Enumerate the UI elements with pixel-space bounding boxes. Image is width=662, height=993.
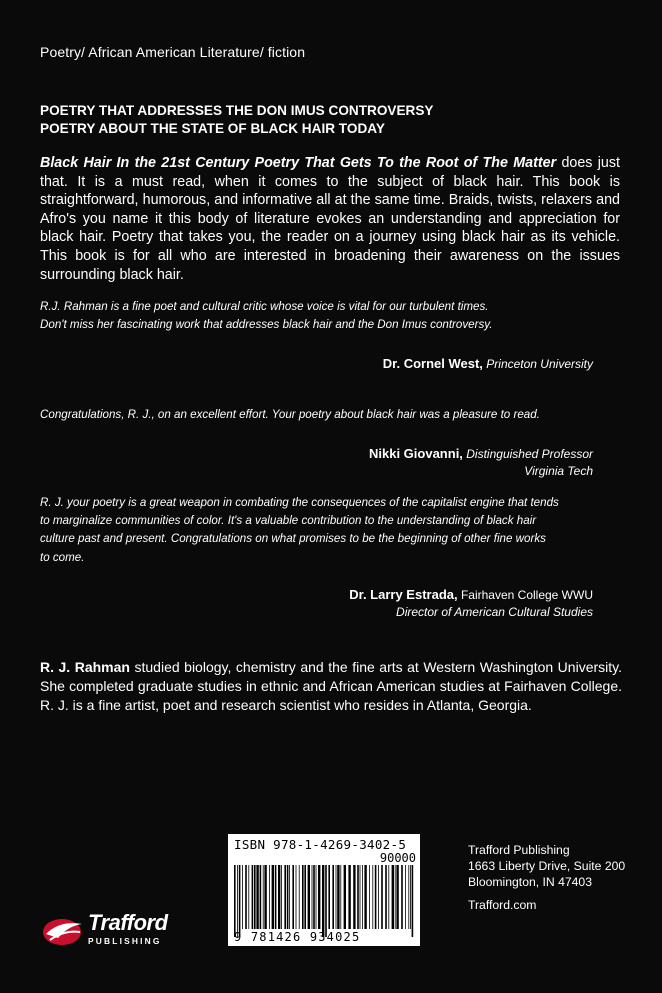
endorsement-attribution-1: [383, 355, 593, 373]
quote-line: R. J. your poetry is a great weapon in combating the consequences of the capitalist engine that tends: [40, 496, 559, 509]
barcode-bar: [302, 865, 304, 929]
barcode-bar: [401, 865, 403, 929]
isbn-barcode: [228, 834, 420, 946]
barcode-bar: [353, 865, 355, 929]
isbn-label: ISBN 978-1-4269-3402-5: [234, 837, 407, 852]
logo-wordmark: Trafford: [88, 910, 168, 935]
publisher-city: Bloomington, IN 47403: [468, 875, 592, 890]
endorser-name: Dr. Larry Estrada,: [349, 587, 458, 602]
barcode-bar: [260, 865, 262, 929]
publisher-website: Trafford.com: [468, 897, 537, 912]
barcode-bar: [272, 865, 274, 929]
barcode-bar: [275, 865, 277, 929]
endorsement-attribution-2: [369, 445, 593, 480]
barcode-bar: [239, 865, 241, 937]
endorser-affiliation: Distinguished Professor: [466, 447, 593, 461]
barcode-bar: [234, 865, 236, 937]
quote-line: to marginalize communities of color. It's a valuable contribution to the understanding of black hair: [40, 514, 537, 528]
headlines: [40, 102, 434, 138]
barcode-bar: [269, 865, 270, 929]
barcode-bar: [287, 865, 289, 929]
publisher-street: 1663 Liberty Drive, Suite 200: [468, 859, 626, 874]
barcode-bar: [299, 865, 300, 929]
endorser-name: Nikki Giovanni,: [369, 446, 463, 461]
author-name: R. J. Rahman: [40, 659, 130, 675]
endorsement-quote-1: [40, 298, 620, 334]
endorser-affiliation: Fairhaven College WWU: [460, 588, 593, 602]
trafford-swoosh-icon: [42, 912, 88, 948]
barcode-bar: [405, 865, 406, 929]
headline-2: POETRY ABOUT THE STATE OF BLACK HAIR TODAY: [40, 121, 385, 136]
barcode-bar: [412, 865, 414, 937]
barcode-bar: [292, 865, 294, 929]
endorsement-attribution-3: [349, 586, 593, 621]
barcode-bar: [362, 865, 363, 929]
barcode-bar: [278, 865, 280, 929]
barcode-bar: [263, 865, 264, 929]
barcode-bar: [316, 865, 317, 929]
barcode-bar: [344, 865, 346, 929]
trafford-logo: [42, 912, 202, 948]
quote-line: culture past and present. Congratulations on what promises to be the beginning of other fine works: [40, 532, 546, 546]
price-code: 90000: [379, 851, 416, 865]
barcode-bar: [388, 865, 389, 929]
barcode-bar: [256, 865, 258, 929]
barcode-bar: [237, 865, 238, 937]
barcode-bar: [289, 865, 290, 929]
barcode-bar: [281, 865, 282, 929]
barcode-bar: [337, 865, 339, 929]
barcode-bar: [378, 865, 379, 929]
quote-line: Congratulations, R. J., on an excellent effort. Your poetry about black hair was a pleasure to read.: [40, 408, 540, 421]
barcode-bar: [304, 865, 306, 929]
barcode-bar: [284, 865, 286, 929]
description-paragraph: [40, 154, 620, 284]
barcode-bar: [296, 865, 297, 929]
quote-line: Don't miss her fascinating work that addresses black hair and the Don Imus controversy.: [40, 318, 493, 332]
publisher-address: [468, 842, 625, 913]
barcode-bar: [308, 865, 310, 929]
barcode-bar: [369, 865, 370, 929]
endorser-affiliation: Princeton University: [486, 357, 593, 371]
barcode-bar: [396, 865, 398, 929]
genre-label: Poetry/ African American Literature/ fiction: [40, 44, 306, 60]
barcode-bar: [248, 865, 249, 929]
barcode-bar: [254, 865, 256, 929]
barcode-bar: [340, 865, 341, 929]
description-text: does just that. It is a must read, when it comes to the subject of black hair. This book is straightforward, humorous, and informative all at the same time. Braids, twists, relaxers and Afro's you name it this body of literature evokes an understanding and appreciation for black hair. Poetry that takes you, the reader on a journey using black hair as its vehicle. This book is for all who are interested in broadening their awareness on the issues surrounding black hair.: [40, 155, 620, 283]
barcode-bar: [392, 865, 394, 929]
barcode-bar: [372, 865, 373, 929]
barcode-bar: [332, 865, 334, 929]
barcode-bar: [313, 865, 315, 929]
barcode-bar: [328, 865, 330, 929]
endorser-affiliation-2: Director of American Cultural Studies: [396, 605, 593, 619]
barcode-bar: [360, 865, 361, 929]
book-title: Black Hair In the 21st Century Poetry That Gets To the Root of The Matter: [40, 155, 557, 171]
headline-1: POETRY THAT ADDRESSES THE DON IMUS CONTROVERSY: [40, 103, 434, 118]
barcode-bar: [325, 865, 327, 937]
ean-digits: 9 781426 934025: [234, 930, 361, 944]
quote-line: to come.: [40, 550, 85, 564]
publisher-name: Trafford Publishing: [468, 843, 570, 857]
endorser-name: Dr. Cornel West,: [382, 356, 483, 371]
barcode-bars: [232, 865, 416, 937]
barcode-bar: [408, 865, 409, 929]
endorser-affiliation-2: Virginia Tech: [524, 464, 593, 478]
barcode-bar: [242, 865, 243, 929]
endorsement-quote-3: [40, 494, 620, 567]
author-bio: [40, 658, 622, 715]
barcode-bar: [364, 865, 366, 929]
barcode-bar: [264, 865, 266, 929]
quote-line: R.J. Rahman is a fine poet and cultural critic whose voice is vital for our turbulent times.: [40, 300, 489, 313]
barcode-bar: [381, 865, 383, 929]
logo-subline: PUBLISHING: [88, 936, 162, 946]
barcode-bar: [322, 865, 324, 937]
barcode-bar: [348, 865, 350, 929]
barcode-bar: [385, 865, 387, 929]
barcode-bar: [312, 865, 313, 929]
barcode-bar: [318, 865, 320, 929]
endorsement-quote-2: [40, 406, 620, 424]
barcode-bar: [410, 865, 411, 929]
barcode-bar: [336, 865, 337, 929]
barcode-bar: [245, 865, 247, 929]
barcode-bar: [252, 865, 254, 929]
barcode-bar: [357, 865, 359, 929]
barcode-bar: [375, 865, 377, 929]
barcode-bar: [395, 865, 396, 929]
bio-text: studied biology, chemistry and the fine arts at Western Washington University. She completed graduate studies in ethnic and African American studies at Fairhaven College. R. J. is a fine artist, poet and research scientist who resides in Atlanta, Georgia.: [40, 659, 622, 713]
